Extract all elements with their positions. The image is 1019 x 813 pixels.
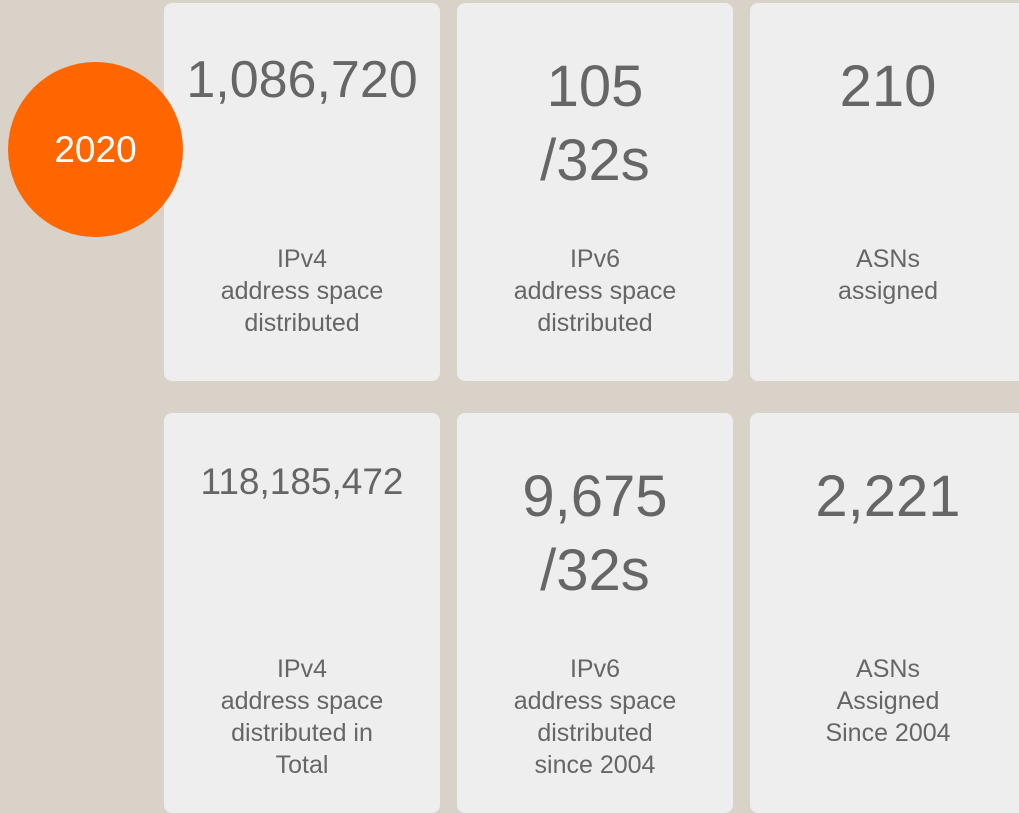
stat-card-asn-total: [750, 413, 1019, 813]
stat-value: 2,221: [815, 464, 961, 529]
stat-label: IPv4 address space distributed in Total: [220, 655, 384, 779]
stat-label: ASNs assigned: [837, 245, 939, 305]
stat-value: 1,086,720: [186, 51, 418, 109]
stat-card-asn-year: [750, 3, 1019, 381]
year-badge: [8, 62, 183, 237]
stat-card-ipv4-year: [164, 3, 440, 381]
stat-card-ipv6-year: [457, 3, 733, 381]
stat-label: IPv4 address space distributed: [220, 245, 384, 337]
stat-label: IPv6 address space distributed since 2004: [513, 655, 677, 779]
stat-card-ipv4-total: [164, 413, 440, 813]
stat-value: 9,675 /32s: [522, 464, 668, 604]
stat-label: ASNs Assigned Since 2004: [825, 655, 951, 747]
stat-value: 118,185,472: [200, 461, 404, 502]
stat-label: IPv6 address space distributed: [513, 245, 677, 337]
stat-value: 105 /32s: [540, 54, 650, 194]
stat-value: 210: [839, 54, 937, 119]
year-label: 2020: [54, 128, 137, 170]
stat-card-ipv6-total: [457, 413, 733, 813]
